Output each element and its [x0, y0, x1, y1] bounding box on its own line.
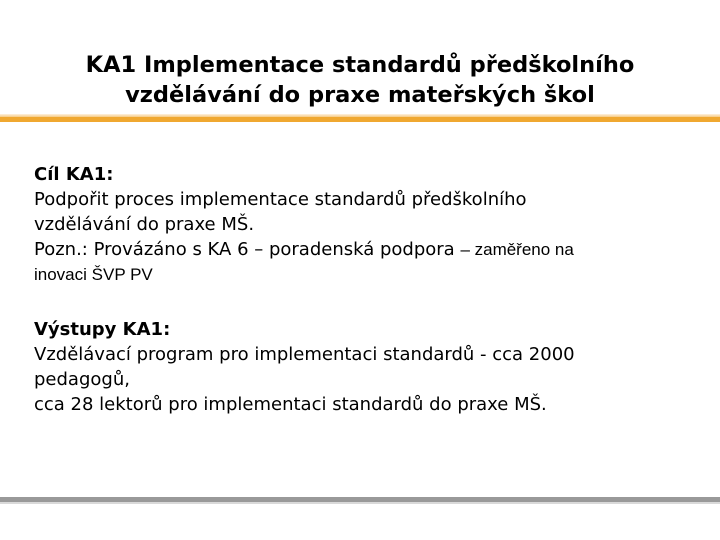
goal-text-line-1: Podpořit proces implementace standardů předškolního	[34, 189, 527, 210]
outputs-heading: Výstupy KA1:	[34, 319, 171, 340]
outputs-text-line-2: pedagogů,	[34, 369, 130, 390]
goal-note-main: Pozn.: Provázáno s KA 6 – poradenská podpora	[34, 239, 461, 260]
goal-heading: Cíl KA1:	[34, 164, 114, 185]
outputs-text-line-3: cca 28 lektorů pro implementaci standardů do praxe MŠ.	[34, 394, 547, 415]
goal-note-tail: – zaměřeno na	[460, 240, 574, 259]
slide-body	[34, 162, 694, 417]
outputs-text-line-1: Vzdělávací program pro implementaci standardů - cca 2000	[34, 344, 575, 365]
goal-note-line-2: inovaci ŠVP PV	[34, 265, 153, 284]
goal-note-line-1	[34, 237, 694, 262]
slide-title-line-1: KA1 Implementace standardů předškolního	[85, 52, 635, 78]
title-divider	[0, 117, 720, 122]
slide-title	[40, 50, 680, 110]
goal-text-line-2: vzdělávání do praxe MŠ.	[34, 214, 255, 235]
footer-divider	[0, 497, 720, 502]
slide-title-line-2: vzdělávání do praxe mateřských škol	[125, 82, 595, 108]
